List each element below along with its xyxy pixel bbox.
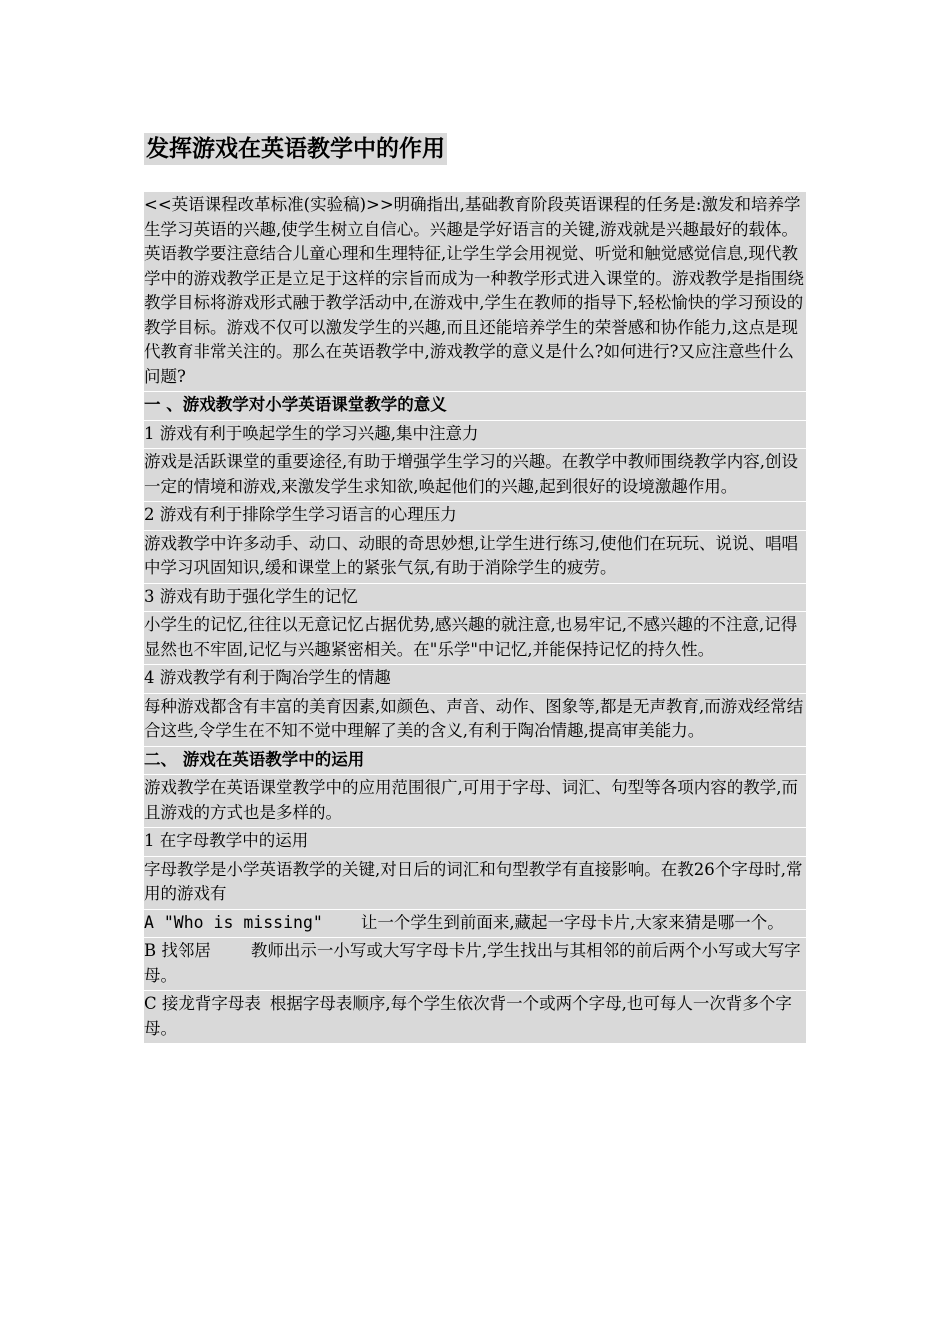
point-2-heading: 2 游戏有利于排除学生学习语言的心理压力 — [144, 502, 806, 531]
point-4-heading: 4 游戏教学有利于陶冶学生的情趣 — [144, 665, 806, 694]
section-1-heading: 一 、游戏教学对小学英语课堂教学的意义 — [144, 392, 806, 421]
game-desc: 根据字母表顺序,每个学生依次背一个或两个字母,也可每人一次背多个字母。 — [144, 994, 792, 1038]
point-2-text: 游戏教学中许多动手、动口、动眼的奇思妙想,让学生进行练习,使他们在玩玩、说说、唱唱中学习巩固知识,缓和课堂上的紧张气氛,有助于消除学生的疲劳。 — [144, 531, 806, 584]
point-4-text: 每种游戏都含有丰富的美育因素,如颜色、声音、动作、图象等,都是无声教育,而游戏经常结合这些,令学生在不知不觉中理解了美的含义,有利于陶冶情趣,提高审美能力。 — [144, 694, 806, 747]
document-title: 发挥游戏在英语教学中的作用 — [144, 133, 447, 165]
game-item — [144, 910, 806, 939]
game-item — [144, 991, 806, 1043]
game-name: A "Who is missing" — [144, 912, 323, 932]
point-3-text: 小学生的记忆,往往以无意记忆占据优势,感兴趣的就注意,也易牢记,不感兴趣的不注意,记得显然也不牢固,记忆与兴趣紧密相关。在"乐学"中记忆,并能保持记忆的持久性。 — [144, 612, 806, 665]
sub-1-text: 字母教学是小学英语教学的关键,对日后的词汇和句型教学有直接影响。在教26个字母时,常用的游戏有 — [144, 857, 806, 910]
section-2-heading: 二、 游戏在英语教学中的运用 — [144, 747, 806, 776]
sub-1-heading: 1 在字母教学中的运用 — [144, 828, 806, 857]
game-name: C 接龙背字母表 — [144, 994, 261, 1013]
point-1-text: 游戏是活跃课堂的重要途径,有助于增强学生学习的兴趣。在教学中教师围绕教学内容,创设一定的情境和游戏,来激发学生求知欲,唤起他们的兴趣,起到很好的设境激趣作用。 — [144, 449, 806, 502]
section-2-intro: 游戏教学在英语课堂教学中的应用范围很广,可用于字母、词汇、句型等各项内容的教学,而且游戏的方式也是多样的。 — [144, 775, 806, 828]
point-1-heading: 1 游戏有利于唤起学生的学习兴趣,集中注意力 — [144, 421, 806, 450]
game-name: B 找邻居 — [144, 941, 211, 960]
game-desc: 让一个学生到前面来,藏起一字母卡片,大家来猜是哪一个。 — [360, 912, 784, 932]
document-body — [144, 192, 806, 1043]
game-item — [144, 938, 806, 991]
game-desc: 教师出示一小写或大写字母卡片,学生找出与其相邻的前后两个小写或大写字母。 — [144, 941, 801, 985]
point-3-heading: 3 游戏有助于强化学生的记忆 — [144, 584, 806, 613]
intro-paragraph: <<英语课程改革标准(实验稿)>>明确指出,基础教育阶段英语课程的任务是:激发和培养学生学习英语的兴趣,使学生树立自信心。兴趣是学好语言的关键,游戏就是兴趣最好的载体。英语教学要注意结合儿童心理和生理特征,让学生学会用视觉、听觉和触觉感觉信息,现代教学中的游戏教学正是立足于这样的宗旨而成为一种教学形式进入课堂的。游戏教学是指围绕教学目标将游戏形式融于教学活动中,在游戏中,学生在教师的指导下,轻松愉快的学习预设的教学目标。游戏不仅可以激发学生的兴趣,而且还能培养学生的荣誉感和协作能力,这点是现代教育非常关注的。那么在英语教学中,游戏教学的意义是什么?如何进行?又应注意些什么问题? — [144, 192, 806, 392]
